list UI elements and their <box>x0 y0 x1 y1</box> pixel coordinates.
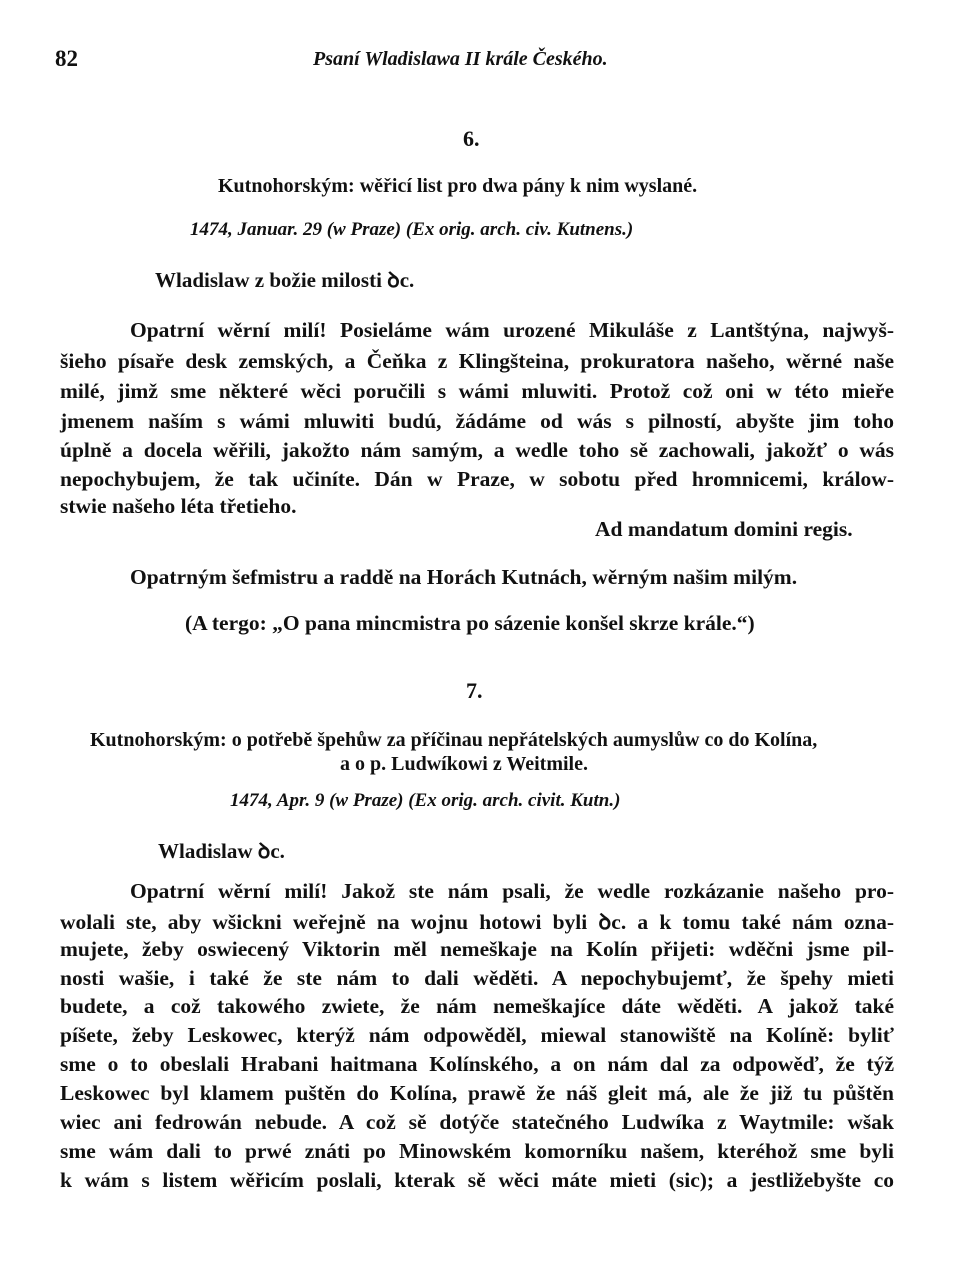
letter-number: 6. <box>463 126 480 151</box>
body-line: sme wám dali to prwé znáti po Minowském komorníku našem, kteréhož sme byli <box>60 1139 894 1163</box>
body-line: mujete, žeby oswiecený Viktorin měl nemeškaje na Kolín přijeti: wděčni jsme pil- <box>60 937 894 961</box>
body-line: milé, jimž sme některé wěci poručili s wámi mluwiti. Protož což oni w této mieře <box>60 379 894 403</box>
body-line: šieho písaře desk zemských, a Čeňka z Klingšteina, prokuratora našeho, wěrné naše <box>60 349 894 373</box>
body-line: stwie našeho léta třetieho. <box>60 494 297 518</box>
letter-heading-line2: a o p. Ludwíkowi z Weitmile. <box>340 753 588 775</box>
body-line: Opatrní wěrní milí! Jakož ste nám psali, že wedle rozkázanie našeho pro- <box>130 879 894 903</box>
body-line: píšete, žeby Leskowec, kterýž nám odpowěděl, miewal stanowiště na Kolíně: byliť <box>60 1023 894 1047</box>
letter-address: Opatrným šefmistru a raddě na Horách Kutnách, wěrným našim milým. <box>130 565 798 589</box>
letter-number: 7. <box>466 678 483 703</box>
body-line: nosti wašie, i také že ste nám to dali wěděti. A nepochybujemť, že špehy mieti <box>60 966 894 990</box>
body-line: wolali ste, aby wšickni weřejně na wojnu hotowi byli ꝺc. a k tomu také nám ozna- <box>60 910 894 934</box>
letter-salutation: Wladislaw ꝺc. <box>158 839 285 863</box>
body-line: nepochybujem, že tak učiníte. Dán w Praze, w sobotu před hromnicemi, králow- <box>60 467 894 491</box>
body-line: jmenem naším s wámi mluwiti budú, žádáme od wás s pilností, abyšte jim toho <box>60 409 894 433</box>
letter-dateline: 1474, Apr. 9 (w Praze) (Ex orig. arch. civit. Kutn.) <box>230 790 621 811</box>
running-title: Psaní Wladislawa II krále Českého. <box>313 48 608 70</box>
body-line: budete, a což takowého zwiete, že nám nemeškajíce dáte wěděti. A jakož také <box>60 994 894 1018</box>
letter-heading: Kutnohorským: wěřicí list pro dwa pány k nim wyslané. <box>218 175 698 197</box>
letter-dateline: 1474, Januar. 29 (w Praze) (Ex orig. arch. civ. Kutnens.) <box>190 219 634 240</box>
letter-salutation: Wladislaw z božie milosti ꝺc. <box>155 268 415 292</box>
letter-mandate: Ad mandatum domini regis. <box>595 517 853 541</box>
body-line: Opatrní wěrní milí! Posieláme wám urozené Mikuláše z Lantštýna, najwyš- <box>130 318 894 342</box>
body-line: Leskowec byl klamem puštěn do Kolína, prawě že náš gleit má, ale že již tu půštěn <box>60 1081 894 1105</box>
letter-tergo: (A tergo: „O pana mincmistra po sázenie konšel skrze krále.“) <box>185 611 755 635</box>
body-line: sme o to obeslali Hrabani haitmana Kolínského, a on nám dal za odpowěď, že týž <box>60 1052 894 1076</box>
page-number: 82 <box>55 46 78 71</box>
letter-heading: Kutnohorským: o potřebě špehůw za příčinau nepřátelských aumyslůw co do Kolína, <box>90 729 818 751</box>
body-line: k wám s listem wěřicím poslali, kterak sě wěci máte mieti (sic); a jestližebyšte co <box>60 1168 894 1192</box>
body-line: wiec ani fedrowán nebude. A což sě dotýče statečného Ludwíka z Waytmile: wšak <box>60 1110 894 1134</box>
body-line: úplně a docela wěřili, jakožto nám samým, a wedle toho sě zachowali, jakožť o wás <box>60 438 894 462</box>
